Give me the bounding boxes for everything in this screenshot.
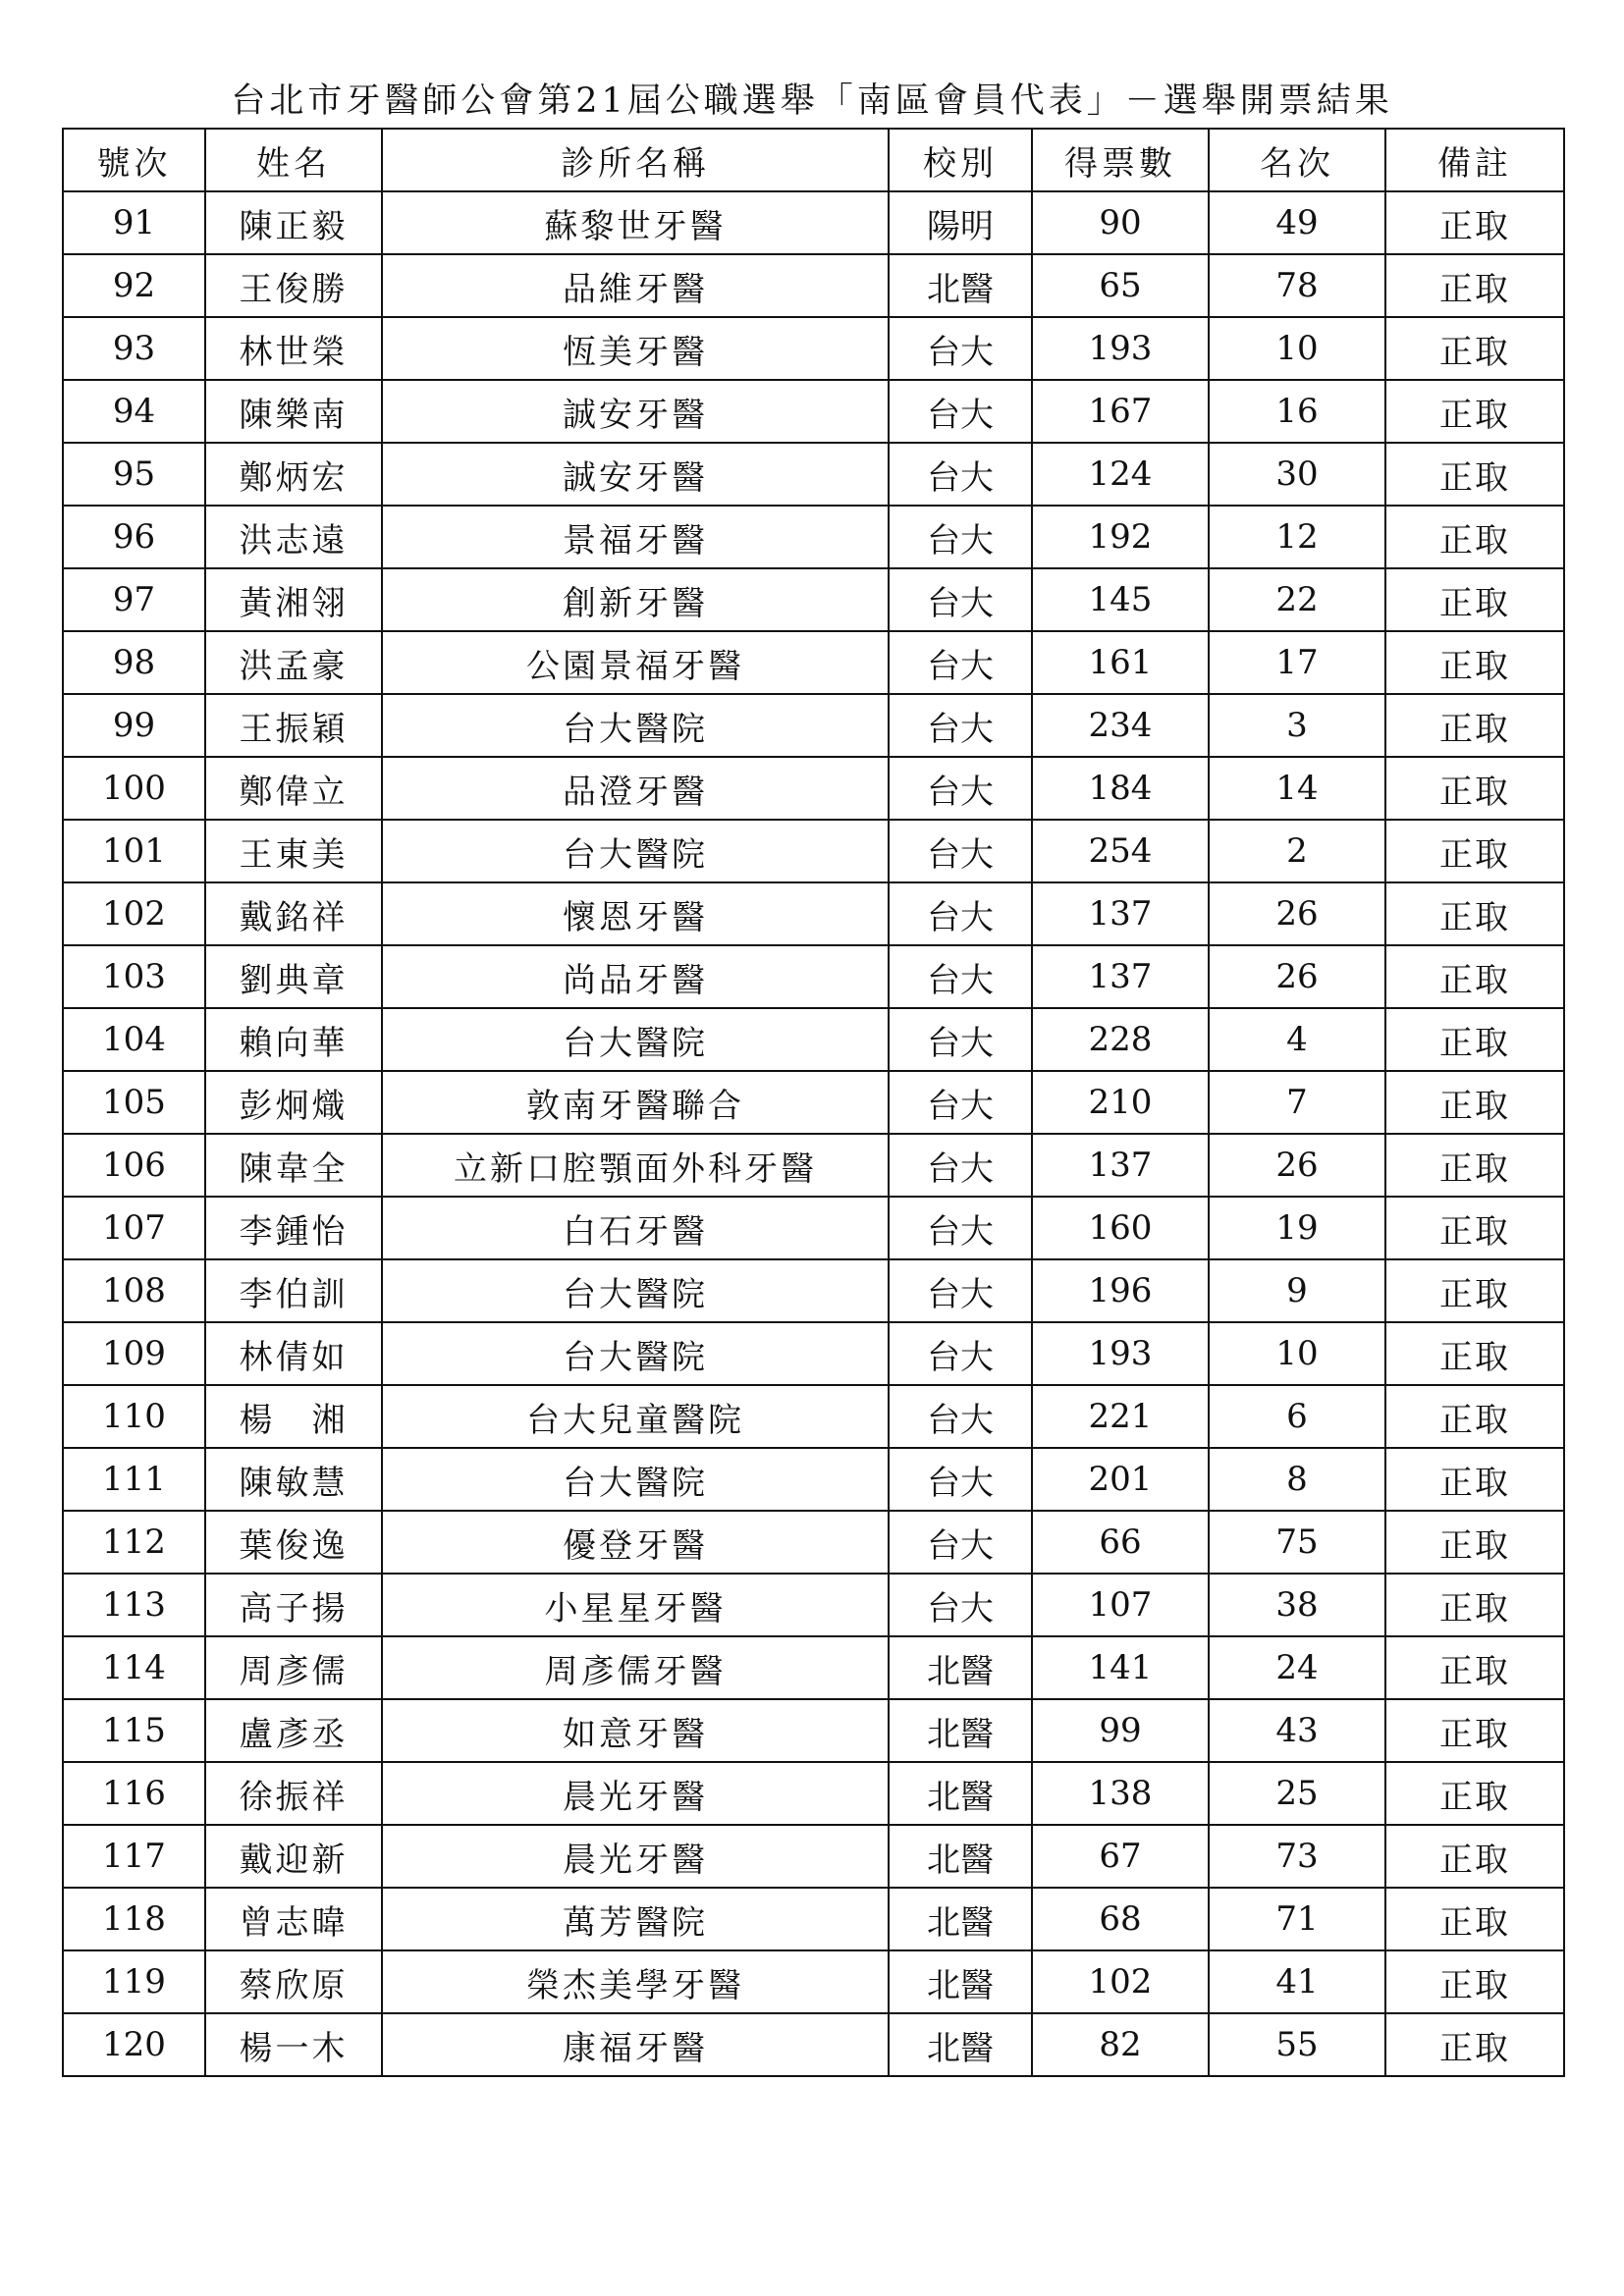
cell-school: 台大 [889,1574,1032,1636]
cell-name: 陳韋全 [205,1134,382,1197]
table-row [63,1574,1564,1636]
cell-number: 101 [63,820,205,882]
cell-number: 109 [63,1322,205,1385]
table-row [63,1259,1564,1322]
cell-clinic: 台大醫院 [382,820,889,882]
cell-votes: 138 [1032,1762,1209,1825]
cell-remark: 正取 [1385,1385,1564,1448]
cell-rank: 9 [1209,1259,1385,1322]
cell-votes: 65 [1032,254,1209,317]
cell-remark: 正取 [1385,1950,1564,2013]
cell-clinic: 榮杰美學牙醫 [382,1950,889,2013]
cell-rank: 26 [1209,1134,1385,1197]
cell-votes: 210 [1032,1071,1209,1134]
table-row [63,1636,1564,1699]
cell-school: 台大 [889,317,1032,380]
cell-rank: 22 [1209,568,1385,631]
cell-number: 107 [63,1197,205,1259]
cell-clinic: 台大醫院 [382,1008,889,1071]
cell-rank: 43 [1209,1699,1385,1762]
table-row [63,568,1564,631]
cell-remark: 正取 [1385,1699,1564,1762]
cell-rank: 16 [1209,380,1385,443]
cell-rank: 49 [1209,191,1385,254]
cell-rank: 26 [1209,882,1385,945]
cell-remark: 正取 [1385,1825,1564,1888]
cell-name: 周彥儒 [205,1636,382,1699]
cell-number: 91 [63,191,205,254]
cell-clinic: 周彥儒牙醫 [382,1636,889,1699]
cell-votes: 102 [1032,1950,1209,2013]
table-row [63,1322,1564,1385]
cell-number: 113 [63,1574,205,1636]
cell-remark: 正取 [1385,820,1564,882]
cell-number: 110 [63,1385,205,1448]
table-header [63,129,1564,191]
cell-clinic: 優登牙醫 [382,1511,889,1574]
cell-name: 黃湘翎 [205,568,382,631]
cell-school: 台大 [889,820,1032,882]
cell-clinic: 晨光牙醫 [382,1762,889,1825]
cell-remark: 正取 [1385,1259,1564,1322]
cell-rank: 10 [1209,317,1385,380]
cell-clinic: 台大醫院 [382,1259,889,1322]
cell-number: 115 [63,1699,205,1762]
cell-name: 戴迎新 [205,1825,382,1888]
cell-number: 108 [63,1259,205,1322]
cell-clinic: 品澄牙醫 [382,757,889,820]
cell-remark: 正取 [1385,1322,1564,1385]
cell-school: 台大 [889,380,1032,443]
table-row [63,443,1564,506]
cell-rank: 3 [1209,694,1385,757]
cell-number: 95 [63,443,205,506]
cell-rank: 14 [1209,757,1385,820]
cell-name: 盧彥丞 [205,1699,382,1762]
cell-votes: 221 [1032,1385,1209,1448]
header-name: 姓名 [205,129,382,191]
cell-number: 100 [63,757,205,820]
header-clinic: 診所名稱 [382,129,889,191]
cell-votes: 167 [1032,380,1209,443]
header-votes: 得票數 [1032,129,1209,191]
cell-remark: 正取 [1385,945,1564,1008]
cell-name: 林世榮 [205,317,382,380]
cell-votes: 67 [1032,1825,1209,1888]
cell-clinic: 立新口腔顎面外科牙醫 [382,1134,889,1197]
cell-votes: 160 [1032,1197,1209,1259]
cell-remark: 正取 [1385,2013,1564,2076]
cell-number: 103 [63,945,205,1008]
cell-remark: 正取 [1385,1008,1564,1071]
cell-number: 93 [63,317,205,380]
cell-number: 117 [63,1825,205,1888]
table-row [63,1699,1564,1762]
cell-remark: 正取 [1385,380,1564,443]
table-row [63,1448,1564,1511]
cell-number: 98 [63,631,205,694]
cell-rank: 19 [1209,1197,1385,1259]
cell-remark: 正取 [1385,757,1564,820]
cell-rank: 6 [1209,1385,1385,1448]
table-row [63,380,1564,443]
cell-votes: 184 [1032,757,1209,820]
table-row [63,1197,1564,1259]
cell-name: 賴向華 [205,1008,382,1071]
cell-name: 林倩如 [205,1322,382,1385]
cell-votes: 201 [1032,1448,1209,1511]
cell-number: 105 [63,1071,205,1134]
cell-number: 120 [63,2013,205,2076]
election-results-table [62,128,1565,2077]
cell-votes: 254 [1032,820,1209,882]
cell-rank: 12 [1209,506,1385,568]
cell-name: 葉俊逸 [205,1511,382,1574]
cell-clinic: 小星星牙醫 [382,1574,889,1636]
cell-clinic: 康福牙醫 [382,2013,889,2076]
cell-clinic: 景福牙醫 [382,506,889,568]
table-row [63,2013,1564,2076]
table-row [63,1950,1564,2013]
cell-name: 陳敏慧 [205,1448,382,1511]
table-row [63,757,1564,820]
cell-clinic: 台大醫院 [382,1322,889,1385]
cell-votes: 193 [1032,317,1209,380]
cell-rank: 10 [1209,1322,1385,1385]
header-rank: 名次 [1209,129,1385,191]
cell-remark: 正取 [1385,1511,1564,1574]
cell-name: 彭炯熾 [205,1071,382,1134]
table-row [63,1825,1564,1888]
cell-number: 97 [63,568,205,631]
cell-school: 台大 [889,631,1032,694]
cell-remark: 正取 [1385,694,1564,757]
cell-name: 鄭炳宏 [205,443,382,506]
cell-remark: 正取 [1385,568,1564,631]
cell-rank: 17 [1209,631,1385,694]
cell-rank: 78 [1209,254,1385,317]
cell-votes: 145 [1032,568,1209,631]
cell-school: 北醫 [889,1825,1032,1888]
cell-name: 楊 湘 [205,1385,382,1448]
cell-votes: 228 [1032,1008,1209,1071]
table-row [63,191,1564,254]
table-row [63,631,1564,694]
cell-school: 台大 [889,694,1032,757]
cell-school: 台大 [889,1448,1032,1511]
cell-name: 鄭偉立 [205,757,382,820]
cell-school: 台大 [889,882,1032,945]
cell-name: 徐振祥 [205,1762,382,1825]
cell-school: 陽明 [889,191,1032,254]
cell-name: 陳正毅 [205,191,382,254]
cell-school: 台大 [889,443,1032,506]
cell-number: 116 [63,1762,205,1825]
cell-remark: 正取 [1385,1888,1564,1950]
cell-remark: 正取 [1385,1197,1564,1259]
cell-school: 北醫 [889,1950,1032,2013]
cell-school: 北醫 [889,1762,1032,1825]
cell-votes: 193 [1032,1322,1209,1385]
cell-remark: 正取 [1385,631,1564,694]
cell-votes: 141 [1032,1636,1209,1699]
cell-school: 台大 [889,1134,1032,1197]
cell-school: 北醫 [889,2013,1032,2076]
cell-votes: 196 [1032,1259,1209,1322]
cell-rank: 4 [1209,1008,1385,1071]
cell-clinic: 誠安牙醫 [382,380,889,443]
cell-votes: 161 [1032,631,1209,694]
cell-school: 台大 [889,1197,1032,1259]
cell-number: 114 [63,1636,205,1699]
cell-name: 李伯訓 [205,1259,382,1322]
cell-remark: 正取 [1385,1071,1564,1134]
cell-votes: 68 [1032,1888,1209,1950]
cell-name: 李鍾怡 [205,1197,382,1259]
cell-votes: 66 [1032,1511,1209,1574]
cell-school: 北醫 [889,1888,1032,1950]
cell-remark: 正取 [1385,1448,1564,1511]
cell-votes: 124 [1032,443,1209,506]
cell-name: 洪志遠 [205,506,382,568]
table-row [63,1071,1564,1134]
cell-rank: 8 [1209,1448,1385,1511]
table-row [63,1134,1564,1197]
header-school: 校別 [889,129,1032,191]
cell-number: 96 [63,506,205,568]
cell-remark: 正取 [1385,1762,1564,1825]
cell-school: 台大 [889,1008,1032,1071]
cell-number: 118 [63,1888,205,1950]
cell-votes: 192 [1032,506,1209,568]
cell-clinic: 懷恩牙醫 [382,882,889,945]
cell-clinic: 公園景福牙醫 [382,631,889,694]
cell-clinic: 晨光牙醫 [382,1825,889,1888]
cell-rank: 55 [1209,2013,1385,2076]
cell-votes: 137 [1032,882,1209,945]
cell-rank: 41 [1209,1950,1385,2013]
table-row [63,254,1564,317]
cell-rank: 73 [1209,1825,1385,1888]
cell-remark: 正取 [1385,1134,1564,1197]
cell-school: 台大 [889,757,1032,820]
header-remark: 備註 [1385,129,1564,191]
cell-clinic: 尚品牙醫 [382,945,889,1008]
cell-rank: 24 [1209,1636,1385,1699]
cell-votes: 107 [1032,1574,1209,1636]
table-row [63,1511,1564,1574]
cell-clinic: 敦南牙醫聯合 [382,1071,889,1134]
cell-remark: 正取 [1385,506,1564,568]
cell-rank: 38 [1209,1574,1385,1636]
cell-rank: 71 [1209,1888,1385,1950]
table-row [63,317,1564,380]
cell-name: 劉典章 [205,945,382,1008]
cell-remark: 正取 [1385,1636,1564,1699]
cell-remark: 正取 [1385,882,1564,945]
cell-number: 99 [63,694,205,757]
cell-school: 北醫 [889,1636,1032,1699]
cell-votes: 99 [1032,1699,1209,1762]
cell-clinic: 誠安牙醫 [382,443,889,506]
cell-school: 北醫 [889,1699,1032,1762]
cell-school: 台大 [889,568,1032,631]
table-row [63,1762,1564,1825]
cell-remark: 正取 [1385,317,1564,380]
cell-school: 台大 [889,1322,1032,1385]
cell-name: 王東美 [205,820,382,882]
document-title: 台北市牙醫師公會第21屆公職選舉「南區會員代表」－選舉開票結果 [231,81,1393,121]
cell-name: 蔡欣原 [205,1950,382,2013]
cell-clinic: 恆美牙醫 [382,317,889,380]
cell-name: 曾志暐 [205,1888,382,1950]
cell-number: 92 [63,254,205,317]
cell-rank: 2 [1209,820,1385,882]
table-body [63,191,1564,2076]
cell-rank: 26 [1209,945,1385,1008]
cell-remark: 正取 [1385,191,1564,254]
cell-name: 楊一木 [205,2013,382,2076]
cell-name: 陳樂南 [205,380,382,443]
cell-clinic: 台大醫院 [382,1448,889,1511]
cell-remark: 正取 [1385,1574,1564,1636]
cell-number: 119 [63,1950,205,2013]
cell-clinic: 白石牙醫 [382,1197,889,1259]
cell-name: 戴銘祥 [205,882,382,945]
cell-clinic: 品維牙醫 [382,254,889,317]
cell-clinic: 萬芳醫院 [382,1888,889,1950]
cell-clinic: 蘇黎世牙醫 [382,191,889,254]
cell-votes: 137 [1032,1134,1209,1197]
cell-number: 106 [63,1134,205,1197]
cell-clinic: 創新牙醫 [382,568,889,631]
cell-name: 洪孟豪 [205,631,382,694]
table-row [63,1888,1564,1950]
table-row [63,882,1564,945]
table-row [63,506,1564,568]
cell-number: 94 [63,380,205,443]
table-row [63,820,1564,882]
cell-votes: 82 [1032,2013,1209,2076]
cell-number: 111 [63,1448,205,1511]
table-row [63,1008,1564,1071]
cell-school: 台大 [889,1071,1032,1134]
header-row [63,129,1564,191]
cell-rank: 75 [1209,1511,1385,1574]
cell-school: 台大 [889,1511,1032,1574]
table-row [63,1385,1564,1448]
cell-name: 王振穎 [205,694,382,757]
cell-name: 王俊勝 [205,254,382,317]
table-row [63,945,1564,1008]
table-row [63,694,1564,757]
cell-clinic: 台大兒童醫院 [382,1385,889,1448]
cell-name: 高子揚 [205,1574,382,1636]
cell-school: 台大 [889,506,1032,568]
cell-votes: 137 [1032,945,1209,1008]
cell-number: 102 [63,882,205,945]
cell-votes: 234 [1032,694,1209,757]
cell-school: 台大 [889,1259,1032,1322]
cell-rank: 7 [1209,1071,1385,1134]
cell-clinic: 如意牙醫 [382,1699,889,1762]
cell-remark: 正取 [1385,254,1564,317]
cell-school: 台大 [889,1385,1032,1448]
cell-number: 112 [63,1511,205,1574]
cell-votes: 90 [1032,191,1209,254]
cell-rank: 30 [1209,443,1385,506]
cell-school: 台大 [889,945,1032,1008]
cell-school: 北醫 [889,254,1032,317]
cell-remark: 正取 [1385,443,1564,506]
header-number: 號次 [63,129,205,191]
cell-number: 104 [63,1008,205,1071]
cell-clinic: 台大醫院 [382,694,889,757]
cell-rank: 25 [1209,1762,1385,1825]
